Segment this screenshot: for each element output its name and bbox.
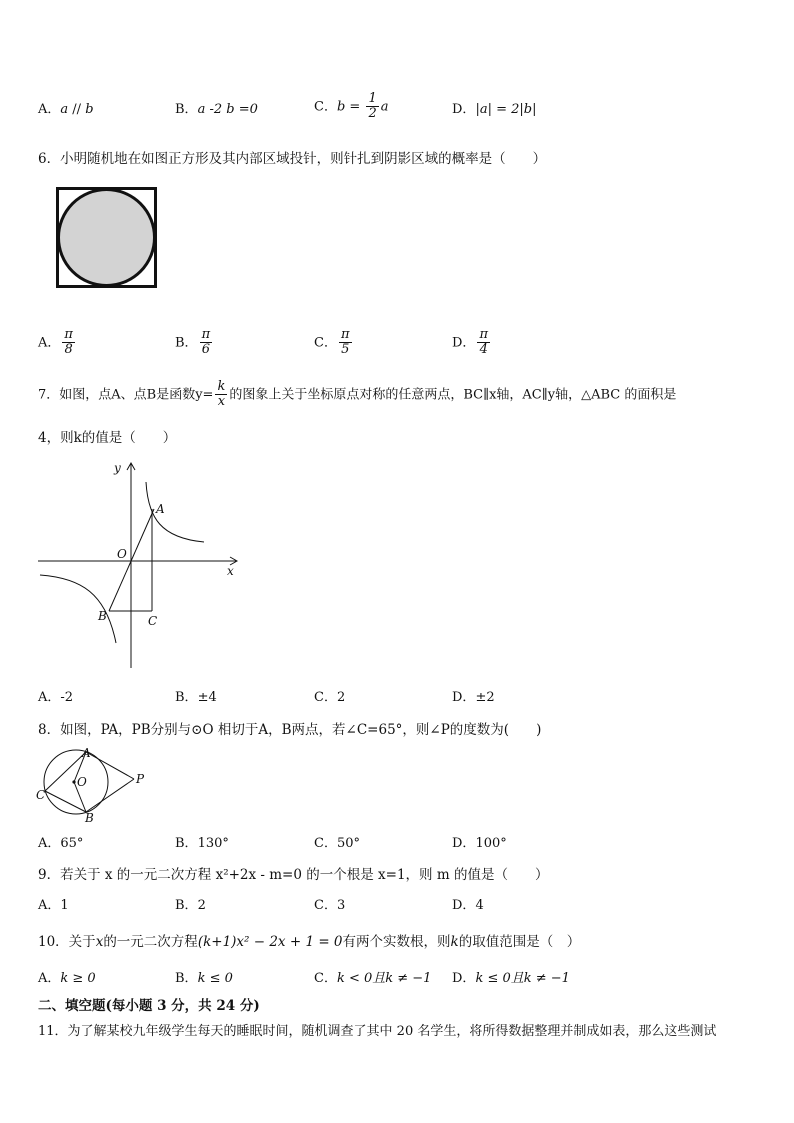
q7-option-c: C．2 (314, 690, 346, 705)
section-title: 二、填空题(每小题 3 分，共 24 分) (38, 998, 260, 1014)
q8-option-b: B．130° (175, 836, 229, 851)
q7-label-a: A (156, 502, 165, 516)
q7-option-a: A．-2 (38, 690, 74, 705)
q8-label-b: B (85, 811, 94, 825)
q10-option-a: A．k ≥ 0 (38, 971, 96, 986)
q7-label-x: x (227, 564, 234, 578)
q7-label-c: C (148, 614, 158, 628)
q7-label-y: y (114, 461, 121, 475)
q10-option-b: B．k ≤ 0 (175, 971, 233, 986)
q6-option-b: B． $\frac{\pi}{6}$ (175, 327, 211, 358)
q5-option-c: C．b = $\frac{1}{2}$ a (314, 91, 389, 122)
q7-text: 7．如图，点A、点B是函数y= $\frac{k}{x}$ 的图象上关于坐标原点对称的任意两点，BC∥x轴，AC∥y轴，△ABC 的面积是 (38, 379, 677, 410)
q6-figure (56, 187, 158, 289)
q8-label-c: C (36, 788, 46, 802)
q8-line-pb (86, 779, 134, 812)
q9-text: 9．若关于 x 的一元二次方程 x²+2x - m=0 的一个根是 x=1，则 m 的值是（ ） (38, 867, 549, 883)
q8-text: 8．如图，PA，PB分别与⊙O 相切于A，B两点，若∠C=65°，则∠P的度数为( ) (38, 722, 542, 738)
q8-option-d: D．100° (452, 836, 507, 851)
q8-label-a: A (82, 746, 91, 760)
q7-curve-q1 (146, 482, 204, 542)
q6-text: 6．小明随机地在如图正方形及其内部区域投针，则针扎到阴影区域的概率是（ ） (38, 151, 547, 167)
q7-label-b: B (98, 609, 107, 623)
q10-option-d: D．k ≤ 0且k ≠ −1 (452, 971, 570, 986)
q7-option-b: B．±4 (175, 690, 217, 705)
q11-text: 11．为了解某校九年级学生每天的睡眠时间，随机调查了其中 20 名学生，将所得数据整理并制成如表，那么这些测试 (38, 1024, 717, 1039)
q6-option-d: D． $\frac{\pi}{4}$ (452, 327, 488, 358)
q9-option-d: D．4 (452, 898, 484, 913)
q10-text: 10．关于x的一元二次方程(k+1)x² − 2x + 1 = 0有两个实数根，则k的取值范围是（ ） (38, 934, 581, 950)
q8-center-dot (72, 780, 75, 783)
q7-text-line2: 4，则k的值是（ ） (38, 430, 177, 446)
q5-option-d: D．|a| = 2|b| (452, 102, 537, 117)
q7-label-o: O (117, 547, 127, 561)
q8-figure (36, 746, 156, 825)
q8-option-c: C．50° (314, 836, 360, 851)
q10-option-c: C．k < 0且k ≠ −1 (314, 971, 432, 986)
q6-option-c: C． $\frac{\pi}{5}$ (314, 327, 350, 358)
q7-option-d: D．±2 (452, 690, 495, 705)
q8-label-p: P (136, 772, 145, 786)
q9-option-a: A．1 (38, 898, 69, 913)
q5-option-b: B．a -2 b =0 (175, 102, 258, 117)
q6-shaded-circle (59, 190, 155, 286)
q7-figure (36, 458, 246, 670)
q8-circle (44, 750, 108, 814)
q8-line-pa (86, 752, 134, 779)
q9-option-b: B．2 (175, 898, 206, 913)
q6-option-a: A． $\frac{\pi}{8}$ (38, 327, 73, 358)
q5-option-a: A．a // b (38, 102, 94, 117)
q8-option-a: A．65° (38, 836, 84, 851)
q9-option-c: C．3 (314, 898, 346, 913)
q8-label-o: O (77, 775, 87, 789)
